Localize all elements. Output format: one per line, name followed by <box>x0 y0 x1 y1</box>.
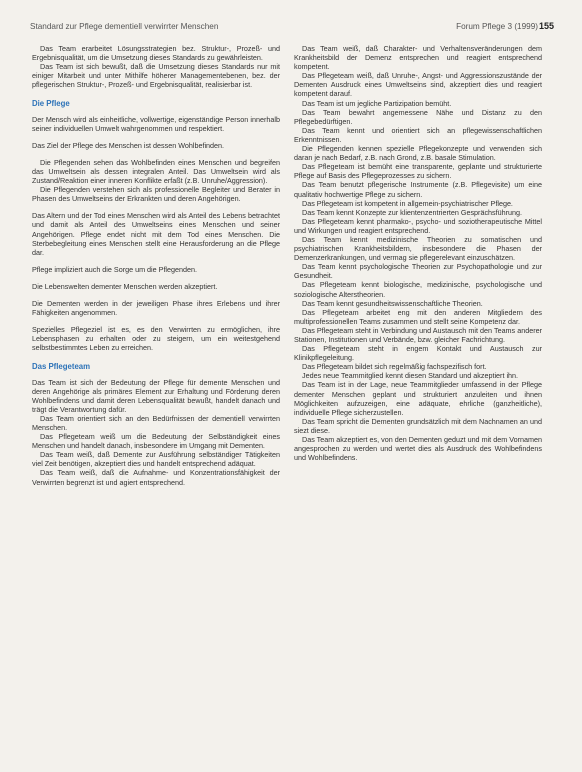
paragraph: Das Team akzeptiert es, von den Dementen geduzt und mit dem Vornamen angesprochen zu werden und wertet dies als Ausdruck des Wohlbefindens und Wohlbefindens. <box>294 435 542 463</box>
paragraph: Das Team spricht die Dementen grundsätzlich mit dem Nachnamen an und siezt diese. <box>294 416 542 435</box>
paragraph: Das Pflegeteam weiß um die Bedeutung der Selbständigkeit eines Menschen und handelt danach, insbesondere im Umgang mit Dementen. <box>32 432 280 451</box>
paragraph: Das Team kennt psychologische Theorien zur Psychopathologie und zur Gesundheit. <box>294 262 542 281</box>
paragraph: Die Lebenswelten dementer Menschen werden akzeptiert. <box>32 281 218 291</box>
running-title: Standard zur Pflege dementiell verwirrter Menschen <box>30 22 219 31</box>
paragraph: Die Pflegenden verstehen sich als professionelle Begleiter und Berater in Phasen des Umweltseins der Erkrankten und deren Angehörigen. <box>32 185 280 204</box>
paragraph: Das Team erarbeitet Lösungsstrategien bez. Struktur-, Prozeß- und Ergebnisqualität, um die Umsetzung dieses Standards zu gewährleisten. <box>32 44 280 63</box>
paragraph: Das Team kennt und orientiert sich an pflegewissenschaftlichen Erkenntnissen. <box>294 125 542 144</box>
paragraph: Das Team ist um jegliche Partizipation bemüht. <box>302 98 452 108</box>
paragraph: Pflege impliziert auch die Sorge um die Pflegenden. <box>32 264 198 274</box>
paragraph: Spezielles Pflegeziel ist es, es den Verwirrten zu ermöglichen, ihre Lebensphasen zu erhalten oder zu steigern, um ein weitestgehend selbstbestimmtes Leben zu erreichen. <box>32 325 280 353</box>
left-column <box>32 44 280 487</box>
paragraph: Die Pflegenden kennen spezielle Pflegekonzepte und verwenden sich daran je nach Bedarf, z.B. nach Grond, z.B. basale Stimulation. <box>294 144 542 163</box>
journal-citation: Forum Pflege 3 (1999) <box>456 22 538 31</box>
paragraph: Das Team ist sich der Bedeutung der Pflege für demente Menschen und deren Angehörige als primäres Element zur Erhaltung und Förderung deren Wohlbefindens und damit deren Lebensqualität bewußt, handelt danach und trägt die Verantwortung dafür. <box>32 377 280 414</box>
paragraph: Das Team kennt Konzepte zur klientenzentrierten Gesprächsführung. <box>302 207 523 217</box>
paragraph: Das Team orientiert sich an den Bedürfnissen der dementiell verwirrten Menschen. <box>32 413 280 432</box>
paragraph: Das Pflegeteam weiß, daß Unruhe-, Angst- und Aggressionszustände der Dementen Ausdruck eines Umweltseins sind, akzeptiert dies und reagiert kompetent darauf. <box>294 71 542 99</box>
paragraph: Das Team ist in der Lage, neue Teammitglieder umfassend in der Pflege dementer Menschen geplant und strukturiert anzuleiten und ihnen Möglichkeiten aufzuzeigen, eine adäquate, ehrliche (ganzheitliche), individuelle Pflege sicherzustellen. <box>294 380 542 417</box>
paragraph: Das Team weiß, daß die Aufnahme- und Konzentrationsfähigkeit der Verwirrten begrenzt ist und agiert entsprechend. <box>32 468 280 487</box>
paragraph: Das Pflegeteam ist kompetent in allgemein-psychiatrischer Pflege. <box>302 198 513 208</box>
paragraph: Die Dementen werden in der jeweiligen Phase ihres Erlebens und ihrer Fähigkeiten angenommen. <box>32 298 280 318</box>
paragraph: Das Team benutzt pflegerische Instrumente (z.B. Pflegevisite) um eine qualitativ hochwertige Pflege zu sichern. <box>294 180 542 199</box>
paragraph: Das Team bewahrt angemessene Nähe und Distanz zu den Pflegebedürftigen. <box>294 107 542 126</box>
right-column <box>294 44 542 462</box>
paragraph: Das Team kennt gesundheitswissenschaftliche Theorien. <box>302 298 483 308</box>
paragraph: Das Pflegeteam kennt pharmako-, psycho- und soziotherapeutische Mittel und Wirkungen und reagiert entsprechend. <box>294 216 542 235</box>
paragraph: Das Pflegeteam steht in engem Kontakt und Austausch zur Klinikpflegeleitung. <box>294 344 542 363</box>
paragraph: Jedes neue Teammitglied kennt diesen Standard und akzeptiert ihn. <box>302 371 519 381</box>
page-header <box>30 22 554 36</box>
paragraph: Das Team weiß, daß Demente zur Ausführung selbständiger Tätigkeiten viel Zeit benötigen, akzeptiert dies und handelt entsprechend adäquat. <box>32 450 280 469</box>
paragraph: Das Altern und der Tod eines Menschen wird als Anteil des Lebens betrachtet und damit als Anteil des Umweltseins eines Menschen und seiner Angehörigen. Pflege endet nicht mit dem Tod eines Menschen. Die Sterbebegleitung eines Menschen stellt eine Herausforderung an die Pflege dar. <box>32 211 280 257</box>
section-heading: Das Pflegeteam <box>32 362 91 372</box>
paragraph: Das Pflegeteam bildet sich regelmäßig fachspezifisch fort. <box>302 362 487 372</box>
page-number: 155 <box>538 21 554 31</box>
paragraph: Das Team weiß, daß Charakter- und Verhaltensveränderungen dem Krankheitsbild der Demenz entsprechen und reagiert entsprechend kompetent. <box>294 44 542 72</box>
paragraph: Das Team ist sich bewußt, daß die Umsetzung dieses Standards nur mit einiger Mitarbeit und unter Mithilfe höherer Managementebenen, bez. der pflegerischen Struktur-, Prozeß- und Ergebnisqualität, realisierbar ist. <box>32 62 280 90</box>
paragraph: Das Pflegeteam steht in Verbindung und Austausch mit den Teams anderer Stationen, Institutionen und Verbände, bzw. gleicher Fachrichtung. <box>294 325 542 344</box>
paragraph: Das Team kennt medizinische Theorien zu somatischen und psychiatrischen Krankheitsbildern, insbesondere die Phasen der Demenzerkrankungen, und vermag sie pflegerelevant einzuschätzen. <box>294 234 542 263</box>
paragraph: Das Pflegeteam ist bemüht eine transparente, geplante und strukturierte Pflege auf Basis des Pflegeprozesses zu sichern. <box>294 162 542 181</box>
paragraph: Das Pflegeteam kennt biologische, medizinische, psychologische und soziologische Alterstheorien. <box>294 280 542 299</box>
paragraph: Der Mensch wird als einheitliche, vollwertige, eigenständige Person innerhalb seiner individuellen Umwelt wahrgenommen und respektiert. <box>32 114 280 133</box>
paragraph: Das Ziel der Pflege des Menschen ist dessen Wohlbefinden. <box>32 140 225 150</box>
paragraph: Das Pflegeteam arbeitet eng mit den anderen Mitgliedern des multiprofessionellen Teams zusammen und stellt seine Kompetenz dar. <box>294 307 542 326</box>
section-heading: Die Pflege <box>32 99 70 109</box>
paragraph: Die Pflegenden sehen das Wohlbefinden eines Menschen und begreifen das Umweltsein als dessen integralen Anteil. Das Umweltsein wird als Zustand/Reaktion einer inneren Konflikte erfaßt (z.B. Unruhe/Aggression). <box>32 157 280 186</box>
